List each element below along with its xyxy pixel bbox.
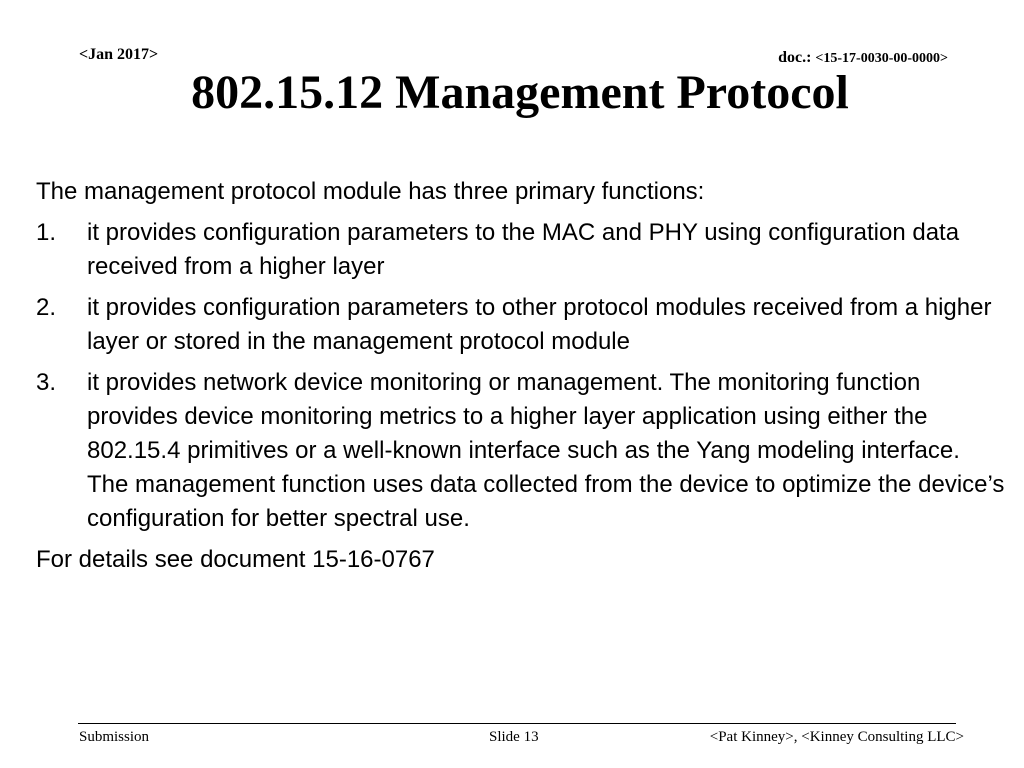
footer-divider [78,723,956,724]
list-item-number: 1. [36,219,57,246]
list-item [36,366,1006,536]
list-item [36,216,1006,284]
slide-body [36,175,1006,584]
intro-paragraph: The management protocol module has three primary functions: [36,178,705,205]
list-item-text: it provides configuration parameters to the MAC and PHY using configuration data received from a higher layer [87,219,960,280]
footer-slide-number: Slide 13 [489,729,539,745]
list-item-text: it provides network device monitoring or management. The monitoring function provides device monitoring metrics to a higher layer application using either the 802.15.4 primitives or a well-known interface such as the Yang modeling interface. The management function uses data collected from the device to optimize the device’s configuration for better spectral use. [87,369,1005,532]
list-item-number: 2. [36,294,57,321]
footer-submission: Submission [79,729,150,745]
doc-label: doc.: [778,49,816,66]
doc-number: <15-17-0030-00-0000> [815,51,948,66]
footer-author: <Pat Kinney>, <Kinney Consulting LLC> [709,729,964,745]
list-item-text: it provides configuration parameters to other protocol modules received from a higher layer or stored in the management protocol module [87,294,992,355]
slide-title: 802.15.12 Management Protocol [191,66,849,119]
closing-paragraph: For details see document 15-16-0767 [36,546,435,573]
header-date: <Jan 2017> [79,46,159,63]
list-item [36,291,1006,359]
list-item-number: 3. [36,369,57,396]
